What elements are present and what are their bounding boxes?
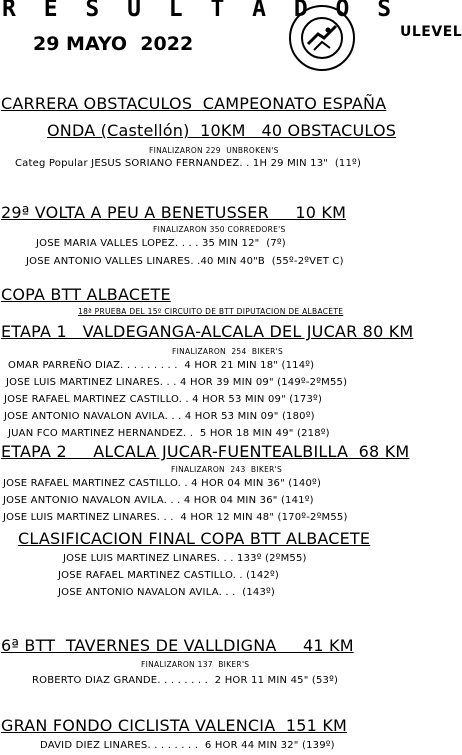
section-title: COPA BTT ALBACETE xyxy=(1,285,171,304)
result-row: JOSE LUIS MARTINEZ LINARES. . . 4 HOR 39 MIN 09" (149º-2ºM55) xyxy=(6,377,348,388)
result-row: ROBERTO DIAZ GRANDE. . . . . . . . 2 HOR 11 MIN 45" (53º) xyxy=(32,675,339,686)
result-row: JOSE LUIS MARTINEZ LINARES. . . 133º (2ºM55) xyxy=(63,553,307,564)
result-row: JOSE RAFAEL MARTINEZ CASTILLO. . 4 HOR 53 MIN 09" (173º) xyxy=(4,394,323,405)
stage-title: ETAPA 2 ALCALA JUCAR-FUENTEALBILLA 68 KM xyxy=(1,442,410,461)
result-row: JOSE RAFAEL MARTINEZ CASTILLO. . 4 HOR 04 MIN 36" (140º) xyxy=(3,478,322,489)
event-date: 29 MAYO 2022 xyxy=(33,33,194,55)
brand-logo: ULEVEL xyxy=(400,24,462,40)
result-row: JUAN FCO MARTINEZ HERNANDEZ. . 5 HOR 18 MIN 49" (218º) xyxy=(8,428,330,439)
stage-title: ETAPA 1 VALDEGANGA-ALCALA DEL JUCAR 80 KM xyxy=(1,322,414,341)
finishers-count: FINALIZARON 254 BIKER'S xyxy=(172,347,284,356)
result-row: JOSE ANTONIO NAVALON AVILA. . . (143º) xyxy=(58,587,276,598)
final-classification-title: CLASIFICACION FINAL COPA BTT ALBACETE xyxy=(18,529,371,548)
finishers-count: FINALIZARON 243 BIKER'S xyxy=(171,465,283,474)
section-title: 29ª VOLTA A PEU A BENETUSSER 10 KM xyxy=(1,203,347,222)
section-note: 18ª PRUEBA DEL 15º CIRCUITO DE BTT DIPUTACION DE ALBACETE xyxy=(78,307,344,316)
result-row: JOSE ANTONIO VALLES LINARES. .40 MIN 40"B (55º-2ºVET C) xyxy=(26,256,344,267)
finishers-count: FINALIZARON 137 BIKER'S xyxy=(141,660,250,669)
section-subtitle: ONDA (Castellón) 10KM 40 OBSTACULOS xyxy=(47,121,397,140)
section-title: 6ª BTT TAVERNES DE VALLDIGNA 41 KM xyxy=(1,636,354,655)
finishers-count: FINALIZARON 229 UNBROKEN'S xyxy=(149,146,279,155)
result-row: JOSE ANTONIO NAVALON AVILA. . . 4 HOR 53 MIN 09" (180º) xyxy=(4,411,315,422)
result-row: Categ Popular JESUS SORIANO FERNANDEZ. . 1H 29 MIN 13" (11º) xyxy=(15,158,362,169)
result-row: JOSE LUIS MARTINEZ LINARES. . . 4 HOR 12 MIN 48" (170º-2ºM55) xyxy=(3,512,348,523)
section-title: CARRERA OBSTACULOS CAMPEONATO ESPAÑA xyxy=(1,94,387,113)
result-row: JOSE MARIA VALLES LOPEZ. . . . 35 MIN 12" (7º) xyxy=(36,238,286,249)
section-title: GRAN FONDO CICLISTA VALENCIA 151 KM xyxy=(1,716,348,735)
result-row: DAVID DIEZ LINARES. . . . . . . . 6 HOR 44 MIN 32" (139º) xyxy=(40,740,335,751)
club-logo xyxy=(288,4,356,72)
page-title: R E S U L T A D O S xyxy=(2,0,399,22)
finishers-count: FINALIZARON 350 CORREDORE'S xyxy=(153,225,286,234)
result-row: JOSE ANTONIO NAVALON AVILA. . . 4 HOR 04 MIN 36" (141º) xyxy=(3,495,314,506)
result-row: JOSE RAFAEL MARTINEZ CASTILLO. . (142º) xyxy=(58,570,279,581)
result-row: OMAR PARREÑO DIAZ. . . . . . . . . 4 HOR 21 MIN 18" (114º) xyxy=(8,360,315,371)
